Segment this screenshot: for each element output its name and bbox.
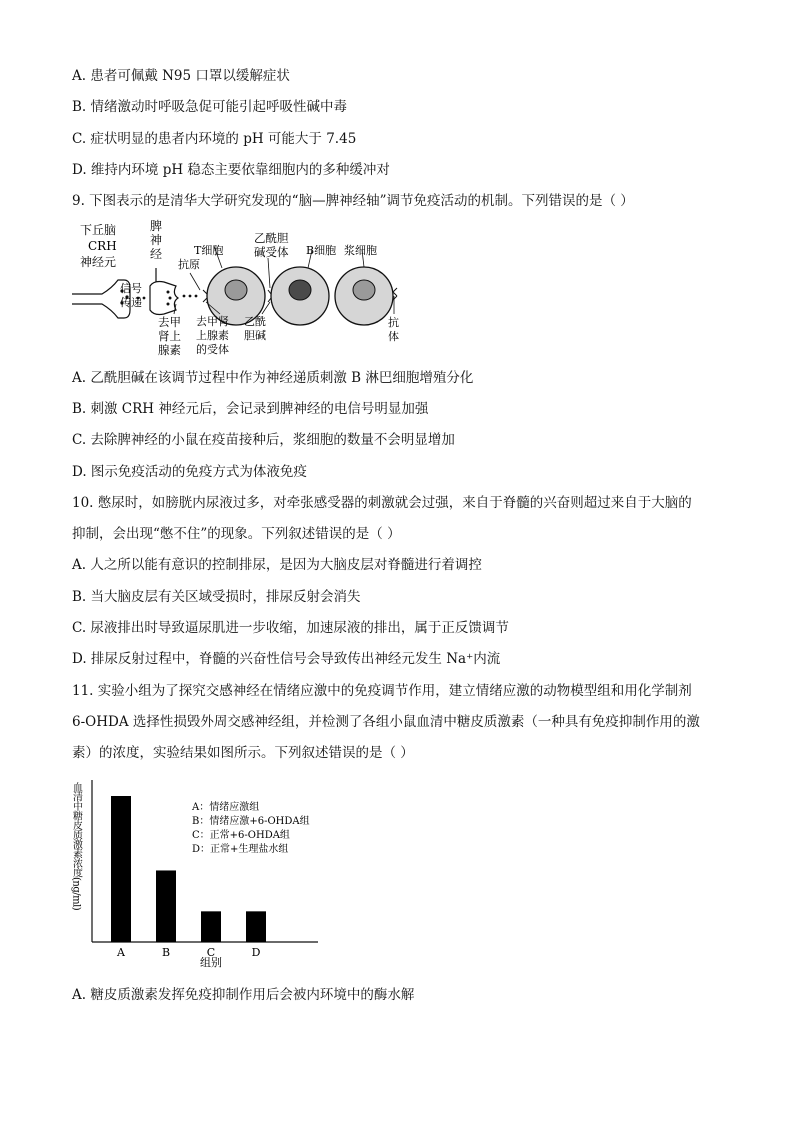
q8-option-b: B. 情绪激动时呼吸急促可能引起呼吸性碱中毒 (72, 99, 348, 115)
chart-y-axis-label (71, 782, 83, 911)
label-hypothalamus: 下丘脑 (80, 223, 117, 237)
bar-c (201, 911, 221, 942)
legend-entry: B：情绪应激+6-OHDA组 (192, 816, 310, 827)
q10-option-a: A. 人之所以能有意识的控制排尿，是因为大脑皮层对脊髓进行着调控 (72, 557, 482, 573)
q9-stem: 9. 下图表示的是清华大学研究发现的“脑—脾神经轴”调节免疫活动的机制。下列错误的是（ ） (72, 193, 634, 209)
q10-stem-line-2: 抑制，会出现“憋不住”的现象。下列叙述错误的是（ ） (72, 526, 401, 542)
chart-x-axis-label: 组别 (200, 956, 222, 969)
tick-label-b: B (161, 946, 171, 959)
tick-label-c: C (206, 946, 216, 959)
glucocorticoid-bar-chart (66, 774, 356, 974)
label-plasma-cell: 浆细胞 (344, 244, 377, 257)
label-receptor-3: 的受体 (196, 343, 229, 356)
label-antibody-1: 抗 (388, 316, 399, 329)
q9-option-d: D. 图示免疫活动的免疫方式为体液免疫 (72, 464, 307, 480)
label-ne-3: 腺素 (158, 343, 181, 357)
label-nerve-1: 神 (150, 233, 163, 247)
q10-stem-line-1: 10. 憋尿时，如膀胱内尿液过多，对牵张感受器的刺激就会过强，来自于脊髓的兴奋则超过来自于大脑的 (72, 495, 692, 511)
legend-entry: D：正常+生理盐水组 (192, 844, 289, 855)
label-spleen: 脾 (150, 219, 163, 233)
label-ach-receptor-1: 乙酰胆 (254, 231, 289, 245)
q9-option-a: A. 乙酰胆碱在该调节过程中作为神经递质刺激 B 淋巴细胞增殖分化 (72, 370, 474, 386)
q11-stem-line-3: 素）的浓度，实验结果如图所示。下列叙述错误的是（ ） (72, 745, 414, 761)
bar-d (246, 911, 266, 942)
brain-spleen-axis-diagram (72, 218, 412, 360)
label-nerve-2: 经 (150, 247, 163, 261)
legend-entry: C：正常+6-OHDA组 (192, 830, 290, 841)
q10-option-c: C. 尿液排出时导致逼尿肌进一步收缩，加速尿液的排出，属于正反馈调节 (72, 620, 509, 636)
q11-stem-line-1: 11. 实验小组为了探究交感神经在情绪应激中的免疫调节作用，建立情绪应激的动物模型组和用化学制剂 (72, 683, 692, 699)
label-receptor-1: 去甲肾 (196, 315, 229, 328)
q10-option-d: D. 排尿反射过程中，脊髓的兴奋性信号会导致传出神经元发生 Na⁺内流 (72, 651, 501, 667)
q11-stem-line-2: 6-OHDA 选择性损毁外周交感神经组，并检测了各组小鼠血清中糖皮质激素（一种具有免疫抑制作用的激 (72, 714, 700, 730)
label-ach-2: 胆碱 (244, 329, 266, 342)
label-t-cell: T细胞 (194, 244, 224, 257)
tick-label-a: A (117, 946, 125, 959)
label-transmission: 传递 (120, 296, 142, 309)
q11-option-a: A. 糖皮质激素发挥免疫抑制作用后会被内环境中的酶水解 (72, 987, 415, 1003)
legend-entry: A：情绪应激组 (192, 802, 260, 813)
label-antigen: 抗原 (178, 258, 200, 271)
label-antibody-2: 体 (388, 330, 399, 343)
label-crh: CRH (88, 239, 117, 253)
label-b-cell: B细胞 (306, 244, 337, 257)
label-ne-2: 肾上 (158, 329, 181, 343)
label-ne-1: 去甲 (158, 315, 181, 329)
bar-a (111, 796, 131, 942)
label-neuron: 神经元 (80, 255, 117, 269)
q9-option-c: C. 去除脾神经的小鼠在疫苗接种后，浆细胞的数量不会明显增加 (72, 432, 455, 448)
q10-option-b: B. 当大脑皮层有关区域受损时，排尿反射会消失 (72, 589, 361, 605)
spleen-nerve-terminal (150, 282, 178, 315)
label-ach-1: 乙酰 (244, 315, 266, 328)
label-signal: 信号 (120, 282, 142, 295)
q8-option-a: A. 患者可佩戴 N95 口罩以缓解症状 (72, 68, 290, 84)
bar-b (156, 870, 176, 942)
label-ach-receptor-2: 碱受体 (254, 245, 289, 259)
tick-label-d: D (251, 946, 261, 959)
chart-y-label-text: 血清中糖皮质激素浓度(ng/ml) (70, 782, 82, 911)
q8-option-d: D. 维持内环境 pH 稳态主要依靠细胞内的多种缓冲对 (72, 162, 390, 178)
q9-option-b: B. 刺激 CRH 神经元后，会记录到脾神经的电信号明显加强 (72, 401, 429, 417)
q8-option-c: C. 症状明显的患者内环境的 pH 可能大于 7.45 (72, 131, 357, 147)
label-receptor-2: 上腺素 (196, 329, 229, 342)
